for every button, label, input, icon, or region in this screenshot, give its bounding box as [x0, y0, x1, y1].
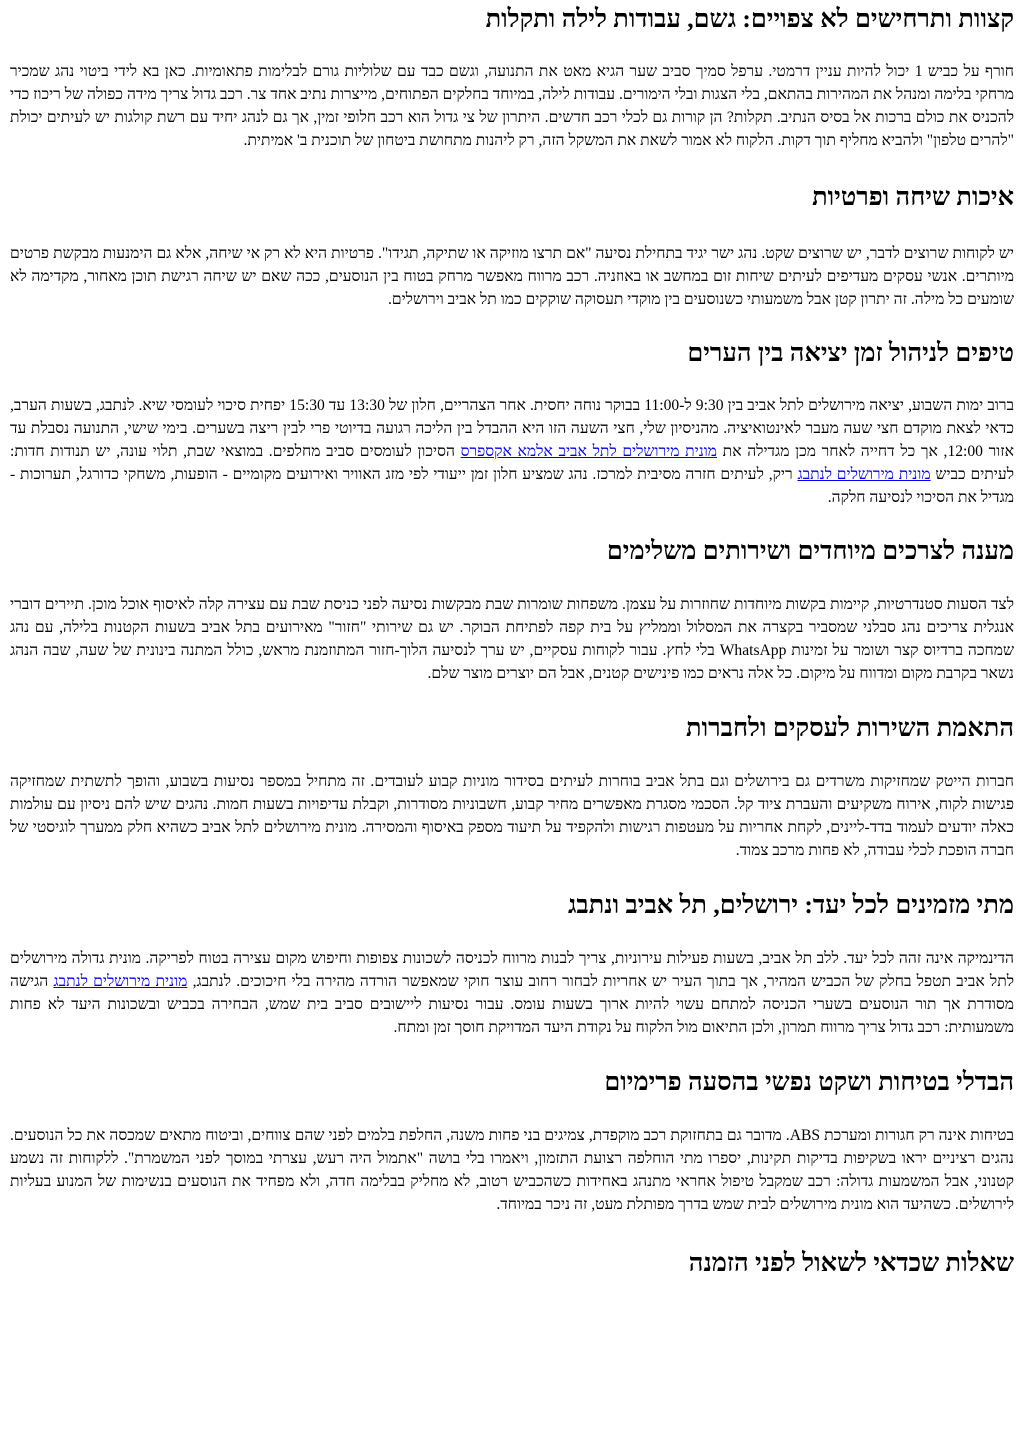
section-paragraph: לצד הסעות סטנדרטיות, קיימות בקשות מיוחדות שחוזרות על עצמן. משפחות שומרות שבת מבקשות נסיעה לפני כניסת שבת עם עצירה קלה לאיסוף אוכל מוכן. תיירים דוברי אנגלית צריכים נהג סבלני שמסביר בקצרה את המסלול וממליץ על בית קפה לפתיחת הבוקר. יש גם שירותי "חזור" מאירועים בתל אביב בשעות הקטנות בלילה, עם נהג שמחכה ברדיוס קצר ושומר על זמינות WhatsApp בלי לחץ. עבור לקוחות עסקיים, יש ערך לנסיעה הלוך-חזור המתוזמנת מראש, כולל המתנה בינונית של שעה, שבה הנהג נשאר בקרבת מקום ומדווח על מיקום. כל אלה נראים כמו פינישים קטנים, אבל הם יוצרים מוצר שלם.	[10, 596, 1015, 682]
section-paragraph: חברות הייטק שמחזיקות משרדים גם בירושלים וגם בתל אביב בוחרות לעיתים בסידור מוניות קבוע לעובדים. זה מתחיל במספר נסיעות בשבוע, והופך לתשתית שמחזיקה פגישות לקוח, אירוח משקיעים והעברת ציוד קל. הסכמי מסגרת מאפשרים מחיר קבוע, חשבוניות מסודרות, וקבלת עדיפויות בשעות חמות. נהגים שיש להם ניסיון עם עולמות כאלה יודעים לעמוד בדד-ליינים, לקחת אחריות על מעטפות רגישות ולהקפיד על תיעוד מספק באיסוף והמסירה. מונית מירושלים לתל אביב כשהיא חלק ממערך לוגיסטי של חברה הופכת לכלי עבודה, לא פחות מרכב צמוד.	[10, 773, 1014, 859]
paragraph-text: הדינמיקה אינה זהה לכל יעד. ללב תל אביב, בשעות פעילות עירוניות, צריך לבנות מרווח לכניסה לשכונות צפופות וחיפוש מקום עצירה בטוח לפריקה. מונית גדולה מירושלים לתל אביב תטפל בחלק של הכביש המהיר, אך בתוך העיר יש אחריות לבחור רחוב עוצר חוקי שמאפשר הורדה מהירה בלי חיכוכים. לנתבג,	[10, 950, 1014, 990]
section-paragraph	[10, 394, 1014, 509]
section-business-service	[10, 713, 1014, 862]
article	[0, 4, 1024, 1278]
paragraph-text: ברוב ימות השבוע, יציאה מירושלים לתל אביב בין 9:30 ל-11:00 בבוקר נוחה יחסית. אחר הצהריים, חלון של 13:30 עד 15:30 יפחית סיכוי לעומסי שיא. לנתבג, בשעות הערב, כדאי לצאת מוקדם חצי שעה מעבר לאינטואיציה. מהניסיון שלי, חצי השעה הזו היא ההבדל בין הליכה רגועה בדיוטי פרי לבין ריצה בשערים. בימי שישי, התנועה נסבלת עד אזור 12:00, אך כל דחייה לאחר מכן מגדילה את	[10, 397, 1015, 460]
section-heading: מתי מזמינים לכל יעד: ירושלים, תל אביב ונתבג	[568, 890, 1014, 919]
link-taxi-jerusalem-airport[interactable]: מונית מירושלים לנתבג	[53, 973, 188, 990]
section-heading: קצוות ותרחישים לא צפויים: גשם, עבודות לילה ותקלות	[485, 4, 1014, 33]
section-when-to-book	[10, 890, 1014, 1039]
section-heading: טיפים לניהול זמן יציאה בין הערים	[687, 338, 1014, 367]
section-paragraph	[10, 947, 1014, 1039]
section-time-management-tips	[10, 338, 1014, 509]
section-conversation-privacy	[10, 182, 1014, 311]
section-heading: שאלות שכדאי לשאול לפני הזמנה	[688, 1248, 1014, 1277]
section-paragraph: יש לקוחות שרוצים לדבר, יש שרוצים שקט. נהג ישר יגיד בתחילת נסיעה "אם תרצו מוזיקה או שתיקה, תגידו". פרטיות היא לא רק אי שיחה, אלא גם הימנעות מבקשת פרטים מיותרים. אנשי עסקים מעדיפים לעיתים שיחות זום במחשב או באוזניה. רכב מרווח מאפשר מרחק בטוח בין הנוסעים, ככה שאם יש שיחה רגישת תוכן מאחור, מקדימה לא שומעים כל מילה. זה יתרון קטן אבל משמעותי כשנוסעים בין מוקדי תעסוקה שוקקים כמו תל אביב וירושלים.	[10, 245, 1014, 308]
section-premium-safety	[10, 1067, 1014, 1216]
section-special-needs	[10, 536, 1014, 685]
section-heading: הבדלי בטיחות ושקט נפשי בהסעה פרימיום	[604, 1067, 1014, 1096]
section-paragraph: חורף על כביש 1 יכול להיות עניין דרמטי. ערפל סמיך סביב שער הגיא מאט את התנועה, וגשם כבד עם שלוליות גורם לבלימות פתאומיות. כאן בא לידי ביטוי נהג שמכיר מרחקי בלימה ומנהל את המהירות בהתאם, בלי הצגות ובלי הימורים. עבודות לילה, במיוחד בחלקים הפתוחים, מייצרות נתיב אחד צר. רכב גדול צריך מידה כפולה של ריכוז כדי להכניס את כולם ברכות אל בסיס הנתיב. תקלות? הן קורות גם לכלי רכב חדשים. היתרון של צי גדול הוא רכב חלופי זמין, אך גם לנהג יחיד עם רשת קולגות יש לעיתים יכולת "להרים טלפון" ולהביא מחליף תוך דקות. הלקוח לא אמור לשאת את המשקל הזה, רק ליהנות מתחושת ביטחון של תוכנית ב' אמיתית.	[10, 63, 1014, 149]
paragraph-text: הגישה מסודרת אך תור הנוסעים בשערי הכניסה למתחם עשוי להיות ארוך בשעות עומס. עבור נסיעות ליישובים סביב בית שמש, הבחירה בכביש ובשכונות היעד לא פחות משמעותית: רכב גדול צריך מרווח תמרון, ולכן התיאום מול הלקוח על נקודת היעד המדויקת חוסך זמן ומתח.	[10, 973, 1014, 1036]
paragraph-text: הסיכון לעומסים סביב מחלפים. במוצאי שבת, תלוי עונה, יש תנודות חדות: לעיתים כביש	[10, 443, 1014, 483]
section-questions-before-booking	[10, 1248, 1014, 1278]
paragraph-text: ריק, לעיתים חזרה מסיבית למרכז. נהג שמציע חלון זמן ייעודי לפי מזג האוויר ואירועים מקומיים - הופעות, משחקי כדורגל, תערוכות - מגדיל את הסיכוי לנסיעה חלקה.	[10, 466, 1014, 506]
section-paragraph: בטיחות אינה רק חגורות ומערכת ABS. מדובר גם בתחזוקת רכב מוקפדת, צמיגים בני פחות משנה, החלפת בלמים לפני שהם צווחים, וביטוח מתאים שמכסה את כל הנוסעים. נהגים רציניים יראו בשקיפות בדיקות תקינות, יספרו מתי הוחלפה רצועת התזמון, ויאמרו בלי בושה "אתמול היה רעש, עצרתי במוסך לפני המשמרת". ללקוחות זה נשמע קטנוני, אבל המשמעות גדולה: רכב שמקבל טיפול אחראי מתנהג באחידות כשהכביש רטוב, לא מחליק בבלימה חדה, ולא מפחיד את הנוסעים בנשימות של המנוע בעליות לירושלים. כשהיעד הוא מונית מירושלים לבית שמש בדרך מפותלת מעט, זה ניכר במיוחד.	[10, 1127, 1014, 1213]
link-taxi-jerusalem-tel-aviv[interactable]: מונית מירושלים לתל אביב אלמא אקספרס	[460, 443, 718, 460]
section-unexpected-scenarios	[10, 4, 1014, 152]
link-taxi-jerusalem-airport[interactable]: מונית מירושלים לנתבג	[797, 466, 931, 483]
section-heading: איכות שיחה ופרטיות	[812, 182, 1014, 211]
section-heading: מענה לצרכים מיוחדים ושירותים משלימים	[606, 536, 1014, 565]
section-heading: התאמת השירות לעסקים ולחברות	[686, 713, 1014, 742]
